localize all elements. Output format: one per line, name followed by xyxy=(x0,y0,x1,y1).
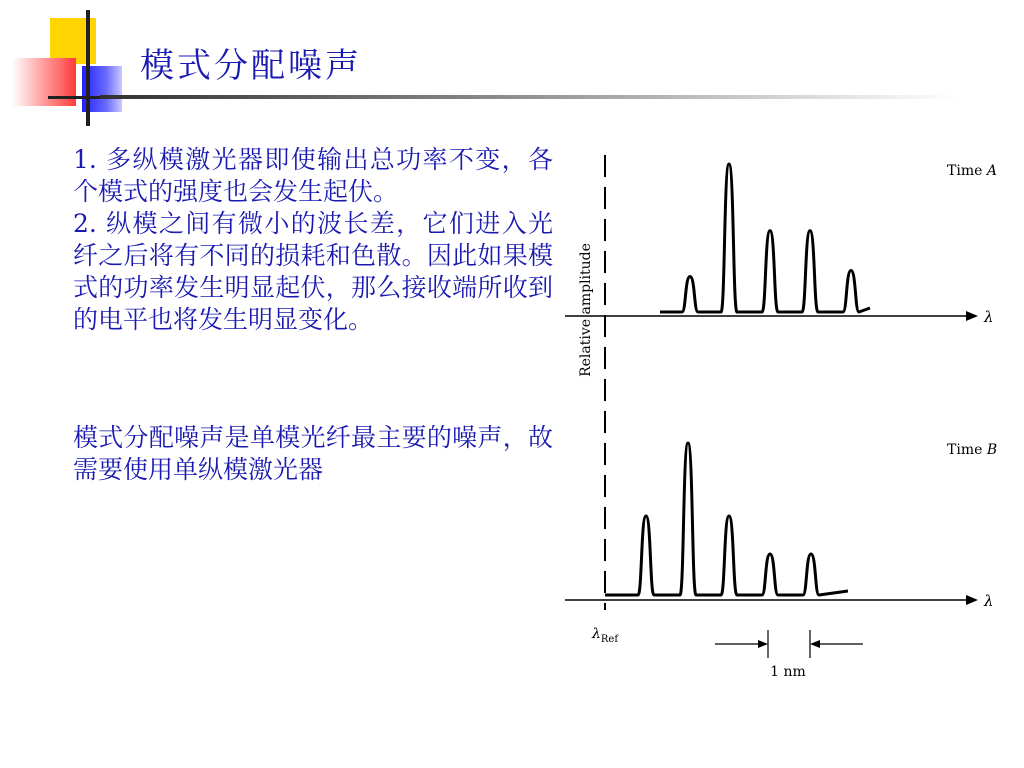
scale-label: 1 nm xyxy=(770,664,806,680)
deco-vertical-line xyxy=(86,10,90,126)
lambda-label-a: λ xyxy=(984,308,994,326)
scale-arrowhead-right xyxy=(810,640,820,648)
mode-spectrum-figure xyxy=(560,140,1010,685)
paragraph-3: 模式分配噪声是单模光纤最主要的噪声，故需要使用单纵模激光器 xyxy=(73,423,553,484)
paragraph-1: 1. 多纵模激光器即使输出总功率不变，各个模式的强度也会发生起伏。 xyxy=(73,145,553,206)
y-axis-label: Relative amplitude xyxy=(578,243,594,377)
body-text xyxy=(73,144,553,486)
axis-a-arrow xyxy=(966,311,978,321)
page-title: 模式分配噪声 xyxy=(140,46,362,86)
paragraph-2: 2. 纵模之间有微小的波长差，它们进入光纤之后将有不同的损耗和色散。因此如果模式的功率发生明显起伏，那么接收端所收到的电平也将发生明显变化。 xyxy=(73,209,553,334)
time-b-label: Time B xyxy=(947,442,998,458)
title-underline xyxy=(100,95,960,99)
lambda-ref-label: $\lambda_{Ref}$ xyxy=(592,626,619,645)
spectrum-a xyxy=(660,164,870,312)
spectrum-b xyxy=(605,443,848,595)
deco-horizontal-line xyxy=(48,96,104,99)
scale-arrowhead-left xyxy=(758,640,768,648)
time-a-label: Time A xyxy=(947,163,997,179)
axis-b-arrow xyxy=(966,595,978,605)
lambda-label-b: λ xyxy=(984,592,994,610)
